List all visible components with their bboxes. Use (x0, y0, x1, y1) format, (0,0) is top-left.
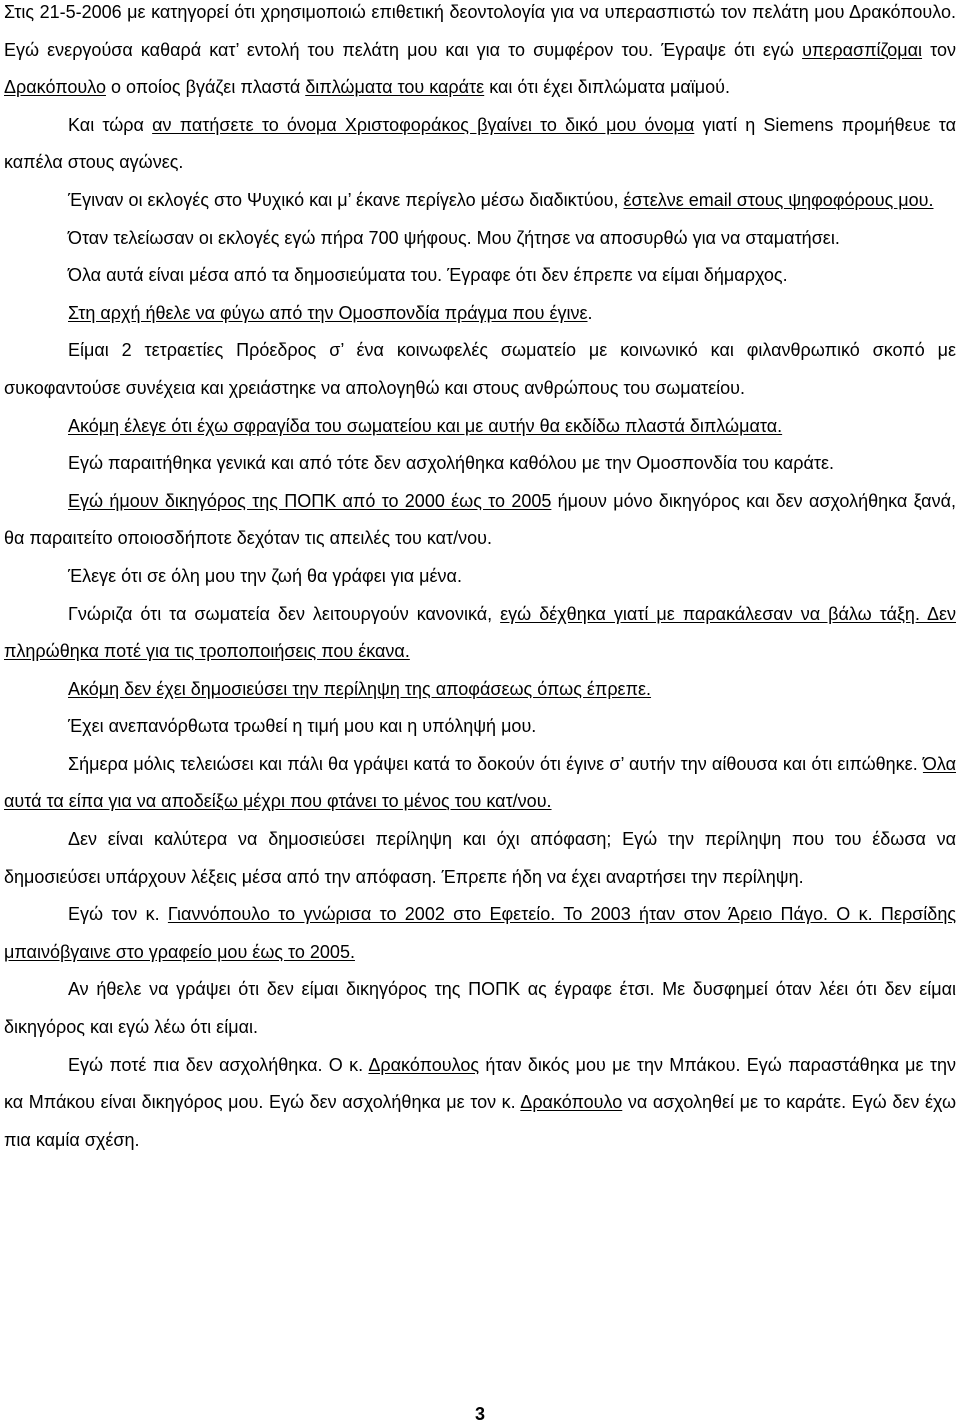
paragraph (4, 107, 956, 182)
text-run: Έγιναν οι εκλογές στο Ψυχικό και μ’ έκανε περίγελο μέσω διαδικτύου, (68, 189, 624, 210)
underlined-text: Όλα αυτά τα είπα για να αποδείξω μέχρι που φτάνει το μένος του κατ/νου. (4, 753, 956, 812)
underlined-text: υπερασπίζομαι (802, 39, 923, 60)
paragraph (4, 821, 956, 896)
underlined-text: Ακόμη έλεγε ότι έχω σφραγίδα του σωματείου και με αυτήν θα εκδίδω πλαστά διπλώματα. (68, 415, 783, 436)
text-run: Εγώ ποτέ πια δεν ασχολήθηκα. Ο κ. (68, 1054, 369, 1075)
text-run: Εγώ παραιτήθηκα γενικά και από τότε δεν ασχολήθηκα καθόλου με την Ομοσπονδία του καράτε. (68, 453, 834, 474)
underlined-text: διπλώματα του καράτε (305, 77, 485, 98)
paragraph (4, 558, 956, 596)
text-run: Και τώρα (68, 114, 153, 135)
paragraph (4, 746, 956, 821)
text-run: ο οποίος βγάζει πλαστά (105, 77, 306, 98)
paragraph (4, 483, 956, 558)
text-run: Έλεγε ότι σε όλη μου την ζωή θα γράφει για μένα. (68, 565, 462, 586)
text-run: γιατί η Siemens προμήθευε τα καπέλα στους αγώνες. (4, 114, 957, 173)
paragraph (4, 257, 956, 295)
text-run: Αν ήθελε να γράψει ότι δεν είμαι δικηγόρος της ΠΟΠΚ ας έγραφε έτσι. Με δυσφημεί όταν λέει ότι δεν είμαι δικηγόρος και εγώ λέω ότι είμαι. (4, 979, 956, 1038)
paragraph (4, 896, 956, 971)
paragraph (4, 408, 956, 446)
underlined-text: Ακόμη δεν έχει δημοσιεύσει την περίληψη της αποφάσεως όπως έπρεπε. (68, 678, 652, 699)
paragraph (4, 708, 956, 746)
text-run: Όλα αυτά είναι μέσα από τα δημοσιεύματα του. Έγραφε ότι δεν έπρεπε να είμαι δήμαρχος. (68, 265, 788, 286)
paragraph (4, 1047, 956, 1160)
paragraph (4, 445, 956, 483)
paragraph (4, 596, 956, 671)
paragraph (4, 182, 956, 220)
text-run: Έχει ανεπανόρθωτα τρωθεί η τιμή μου και η υπόληψή μου. (68, 716, 537, 737)
document-page (4, 0, 956, 1159)
text-run: τον (922, 39, 956, 60)
text-run: Όταν τελείωσαν οι εκλογές εγώ πήρα 700 ψήφους. Μου ζήτησε να αποσυρθώ για να σταματήσει. (68, 227, 840, 248)
text-run: να ασχοληθεί με το καράτε. Εγώ δεν έχω πια καμία σχέση. (4, 1092, 956, 1150)
paragraph (4, 0, 956, 107)
text-run: Στις 21-5-2006 με κατηγορεί ότι χρησιμοποιώ επιθετική δεοντολογία για να υπερασπιστώ τον πελάτη μου Δρακόπουλο. Εγώ ενεργούσα καθαρά κατ’ εντολή του πελάτη μου και για το συμφέρον του. Έγραψε ότι εγώ (4, 2, 956, 60)
text-run: Γνώριζα ότι τα σωματεία δεν λειτουργούν κανονικά, (68, 603, 501, 624)
text-run: Δεν είναι καλύτερα να δημοσιεύσει περίληψη και όχι απόφαση; Εγώ την περίληψη που του έδωσα να δημοσιεύσει υπάρχουν λέξεις μέσα από την απόφαση. Έπρεπε ήδη να έχει αναρτήσει την περίληψη. (4, 829, 956, 887)
paragraph (4, 671, 956, 709)
paragraph (4, 220, 956, 258)
text-run: ήταν δικός μου με την Μπάκου. Εγώ παραστάθηκα με την κα Μπάκου είναι δικηγόρος μου. Εγώ δεν ασχολήθηκα με τον κ. (4, 1054, 956, 1113)
paragraph (4, 332, 956, 407)
underlined-text: Γιαννόπουλο το γνώρισα το 2002 στο Εφετείο. Το 2003 ήταν στον Άρειο Πάγο. Ο κ. Περσίδης μπαινόβγαινε στο γραφείο μου έως το 2005. (4, 904, 957, 962)
underlined-text: Δρακόπουλο (520, 1092, 623, 1113)
underlined-text: εγώ δέχθηκα γιατί με παρακάλεσαν να βάλω τάξη. Δεν πληρώθηκα ποτέ για τις τροποποιήσεις που έκανα. (4, 603, 956, 662)
text-run: Εγώ τον κ. (68, 904, 168, 925)
text-run: Είμαι 2 τετραετίες Πρόεδρος σ’ ένα κοινωφελές σωματείο με κοινωνικό και φιλανθρωπικό σκοπό με συκοφαντούσε συνέχεια και χρειάστηκε να απολογηθώ και στους ανθρώπους του σωματείου. (4, 340, 956, 398)
underlined-text: Στη αρχή ήθελε να φύγω από την Ομοσπονδία πράγμα που έγινε (68, 302, 588, 323)
underlined-text: Δρακόπουλο (4, 77, 106, 98)
underlined-text: αν πατήσετε το όνομα Χριστοφοράκος βγαίνει το δικό μου όνομα (152, 114, 695, 135)
page-number: 3 (474, 1404, 485, 1424)
text-run: ήμουν μόνο δικηγόρος και δεν ασχολήθηκα ξανά, θα παραιτείτο οποιοσδήποτε δεχόταν τις απειλές του κατ/νου. (4, 490, 956, 549)
underlined-text: έστελνε email στους ψηφοφόρους μου. (623, 189, 934, 210)
text-run: Σήμερα μόλις τελειώσει και πάλι θα γράψει κατά το δοκούν ότι έγινε σ’ αυτήν την αίθουσα και ότι ειπώθηκε. (68, 753, 923, 774)
paragraph (4, 295, 956, 333)
text-run: και ότι έχει διπλώματα μαϊμού. (484, 77, 730, 98)
underlined-text: Δρακόπουλος (368, 1054, 480, 1075)
underlined-text: Εγώ ήμουν δικηγόρος της ΠΟΠΚ από το 2000 έως το 2005 (68, 490, 552, 511)
text-run: . (587, 302, 593, 323)
paragraph (4, 971, 956, 1046)
